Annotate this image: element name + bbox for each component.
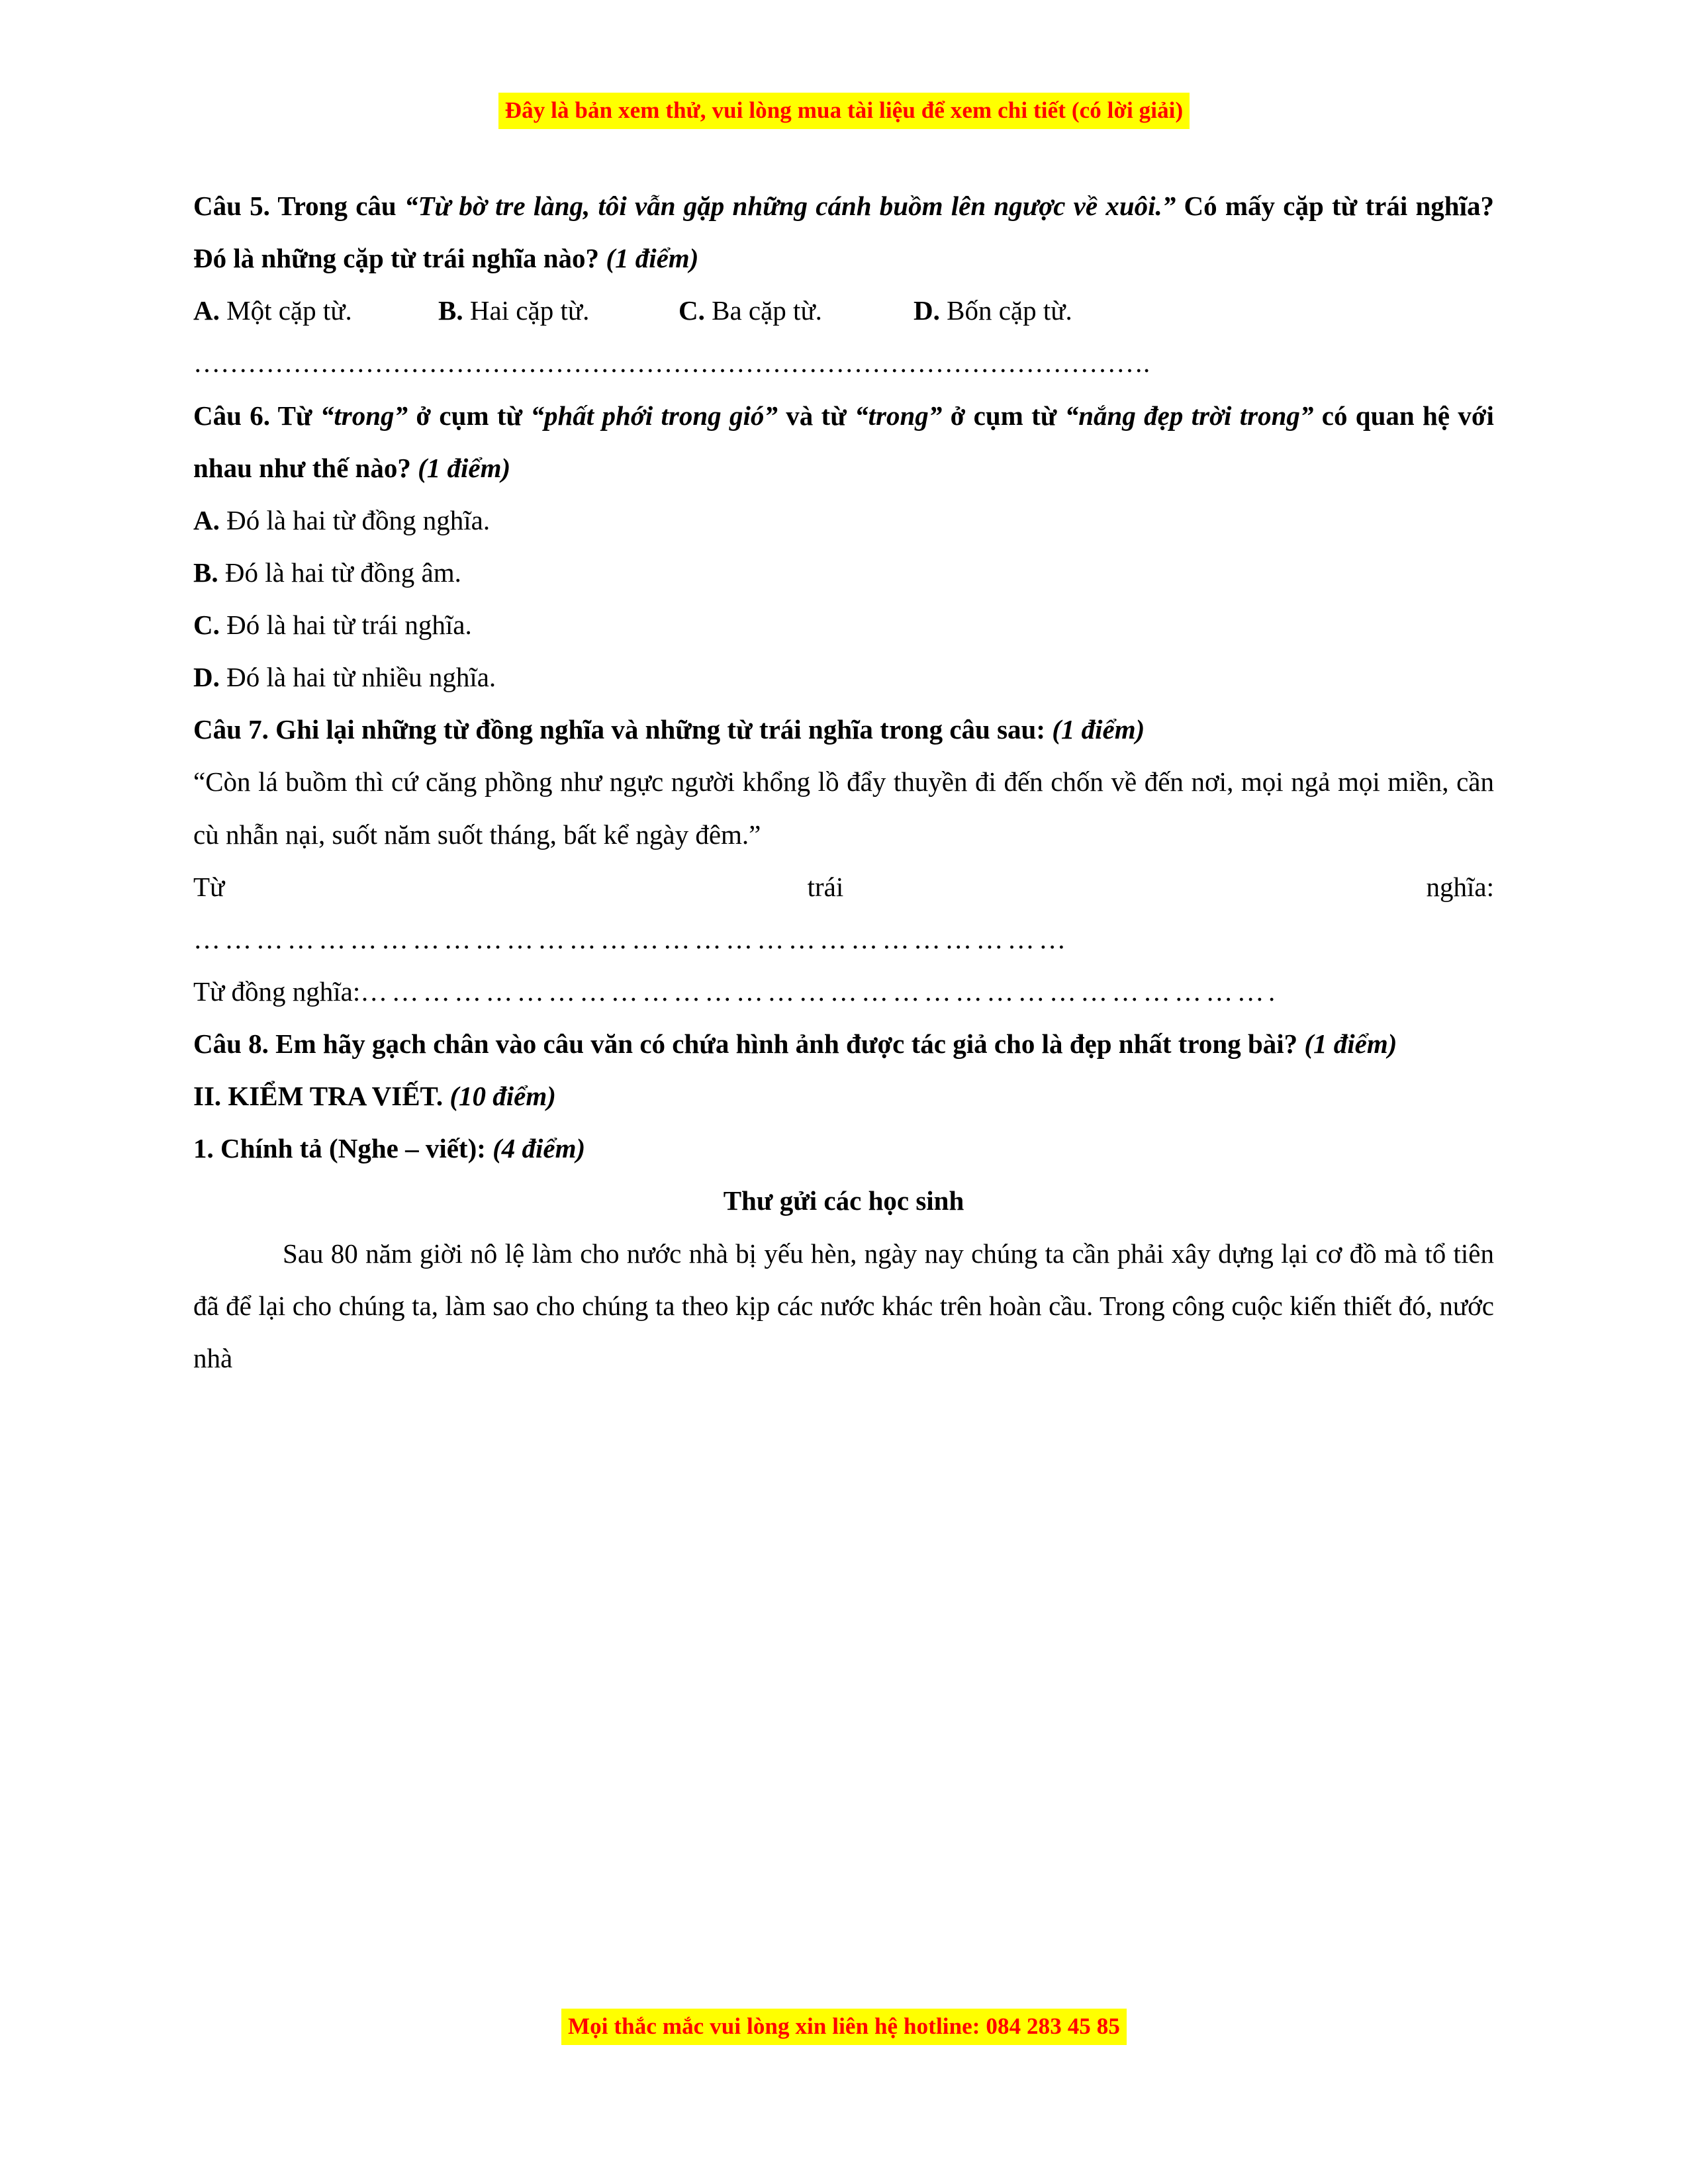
cau7-antonym-answer-line[interactable]: ………………………………………………………………………… <box>193 923 1070 954</box>
cau8-stem: Em hãy gạch chân vào câu văn có chứa hình ảnh được tác giả cho là đẹp nhất trong bài? <box>268 1028 1305 1059</box>
cau5-options-row <box>193 285 1494 337</box>
cau7-antonym-word-3: nghĩa: <box>1426 871 1494 902</box>
cau5-option-a-text: Một cặp từ. <box>219 295 352 326</box>
cau6-option-c-text: Đó là hai từ trái nghĩa. <box>219 610 472 640</box>
question-cau8 <box>193 1018 1494 1070</box>
cau7-points: (1 điểm) <box>1052 714 1145 745</box>
cau8-label: Câu 8. <box>193 1028 269 1059</box>
cau7-antonym-label <box>193 861 1494 913</box>
cau5-option-c-key: C. <box>679 295 705 326</box>
cau7-synonym-label: Từ đồng nghĩa: <box>193 976 361 1007</box>
section-two-heading-points: (10 điểm) <box>449 1081 556 1112</box>
cau6-option-b-key: B. <box>193 557 218 588</box>
section-two-heading <box>193 1070 1494 1122</box>
cau7-stem: Ghi lại những từ đồng nghĩa và những từ trái nghĩa trong câu sau: <box>268 714 1053 745</box>
question-cau7 <box>193 704 1494 756</box>
cau5-option-c-text: Ba cặp từ. <box>704 295 822 326</box>
cau6-option-c-key: C. <box>193 610 220 640</box>
cau7-antonym-word-1: Từ <box>193 871 225 902</box>
cau5-label: Câu 5. <box>193 191 270 221</box>
cau7-synonym-row <box>193 966 1494 1018</box>
question-cau6 <box>193 390 1494 494</box>
cau7-label: Câu 7. <box>193 714 269 745</box>
question-cau5 <box>193 180 1494 285</box>
cau6-option-b-text: Đó là hai từ đồng âm. <box>218 557 461 588</box>
cau6-quote-1: “trong” <box>320 400 408 431</box>
cau6-points: (1 điểm) <box>418 452 511 483</box>
cau7-synonym-answer-line[interactable]: ……………………………………………………………………………. <box>360 976 1280 1007</box>
cau6-part1: Từ <box>270 400 320 431</box>
cau5-option-a[interactable] <box>193 285 438 337</box>
cau6-option-d[interactable] <box>193 651 1494 704</box>
cau5-option-a-key: A. <box>193 295 220 326</box>
cau5-option-d-text: Bốn cặp từ. <box>939 295 1072 326</box>
section-two-part1-label: 1. Chính tả (Nghe – viết): <box>193 1133 486 1164</box>
section-two-heading-text: II. KIỂM TRA VIẾT. <box>193 1081 444 1112</box>
cau6-part3: và từ <box>777 400 855 431</box>
cau6-option-c[interactable] <box>193 599 1494 651</box>
cau6-option-d-key: D. <box>193 662 220 693</box>
cau6-option-d-text: Đó là hai từ nhiều nghĩa. <box>219 662 496 693</box>
cau7-quote-paragraph: “Còn lá buồm thì cứ căng phồng như ngực người khổng lồ đẩy thuyền đi đến chốn về đến nơi, mọi ngả mọi miền, cần cù nhẫn nại, suốt năm suốt tháng, bất kể ngày đêm.” <box>193 766 1494 850</box>
cau5-option-c[interactable] <box>679 285 914 337</box>
cau5-option-b[interactable] <box>438 285 679 337</box>
footer-banner: Mọi thắc mắc vui lòng xin liên hệ hotline: 084 283 45 85 <box>561 2009 1127 2045</box>
document-body <box>193 180 1494 1385</box>
cau6-quote-4: “nắng đẹp trời trong” <box>1064 400 1314 431</box>
cau5-option-b-text: Hai cặp từ. <box>463 295 590 326</box>
cau6-option-a[interactable] <box>193 494 1494 547</box>
cau6-part2: ở cụm từ <box>408 400 531 431</box>
cau5-stem-after: Có mấy cặp từ trái nghĩa? Đó là những cặp từ trái nghĩa nào? <box>193 191 1494 274</box>
cau8-points: (1 điểm) <box>1304 1028 1397 1059</box>
cau5-quote: “Từ bờ tre làng, tôi vẫn gặp những cánh buồm lên ngược về xuôi.” <box>404 191 1176 221</box>
cau6-quote-2: “phất phới trong gió” <box>530 400 778 431</box>
cau6-quote-3: “trong” <box>855 400 943 431</box>
cau6-option-a-text: Đó là hai từ đồng nghĩa. <box>219 504 491 535</box>
header-banner-row <box>0 93 1688 129</box>
cau7-antonym-word-2: trái <box>807 871 844 902</box>
cau6-option-b[interactable] <box>193 547 1494 599</box>
dictation-title: Thư gửi các học sinh <box>723 1185 964 1216</box>
cau6-part4: ở cụm từ <box>942 400 1065 431</box>
cau5-answer-line[interactable]: ……………………………………………………………………………………………. <box>193 347 1150 379</box>
cau6-label: Câu 6. <box>193 400 270 431</box>
cau6-part5: có quan hệ với nhau như thế nào? <box>193 400 1494 483</box>
cau5-option-d[interactable] <box>914 285 1072 337</box>
section-two-part1 <box>193 1122 1494 1175</box>
cau5-stem-before: Trong câu <box>269 191 404 221</box>
cau5-option-b-key: B. <box>438 295 463 326</box>
section-two-part1-points: (4 điểm) <box>492 1133 586 1164</box>
cau5-points: (1 điểm) <box>606 243 699 274</box>
cau5-option-d-key: D. <box>914 295 940 326</box>
cau6-option-a-key: A. <box>193 504 220 535</box>
header-banner: Đây là bản xem thử, vui lòng mua tài liệu để xem chi tiết (có lời giải) <box>498 93 1190 129</box>
footer-banner-row <box>0 2009 1688 2045</box>
dictation-text: Sau 80 năm giời nô lệ làm cho nước nhà bị yếu hèn, ngày nay chúng ta cần phải xây dựng lại cơ đồ mà tổ tiên đã để lại cho chúng ta, làm sao cho chúng ta theo kịp các nước khác trên hoàn cầu. Trong công cuộc kiến thiết đó, nước nhà <box>193 1238 1494 1373</box>
